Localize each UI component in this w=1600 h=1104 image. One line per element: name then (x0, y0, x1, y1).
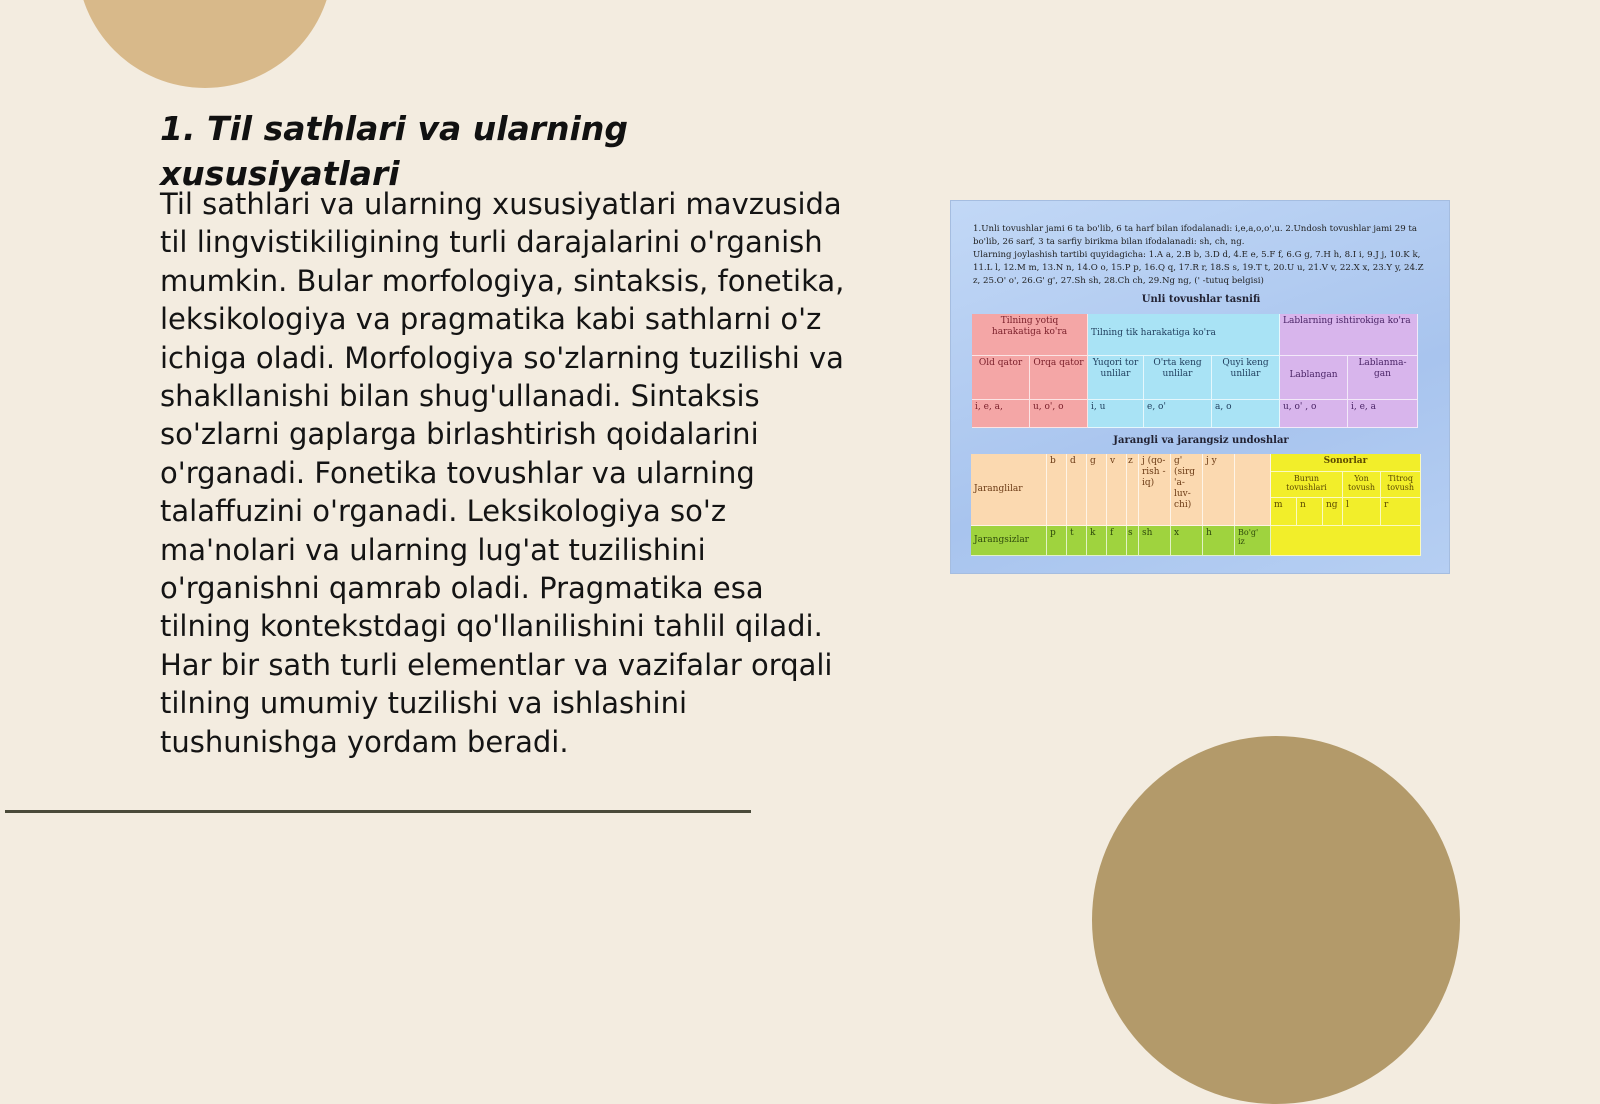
sonor-value: n (1297, 498, 1323, 526)
vowel-table-title: Unli tovushlar tasnifi (1141, 294, 1261, 305)
sonor-subheader: Burun tovushlari (1271, 472, 1343, 498)
voiceless-letter: s (1127, 526, 1139, 556)
vowel-subheader: Quyi keng unlilar (1212, 356, 1280, 400)
voiced-letter: d (1067, 454, 1087, 526)
voiced-letter: g (1087, 454, 1107, 526)
voiced-letter: j y (1203, 454, 1235, 526)
table-note: 1.Unli tovushlar jami 6 ta bo'lib, 6 ta harf bilan ifodalanadi: i,e,a,o,o',u. 2.Undosh tovushlar jami 29 ta bo'lib, 26 sarf, 3 ta sarfiy birikma bilan ifodalanadi: sh, ch, ng. (973, 224, 1418, 247)
voiceless-label: Jarangsizlar (971, 526, 1047, 556)
vowel-group-header: Lablarning ishtirokiga ko'ra (1280, 314, 1418, 356)
vowel-value: u, o' , o (1280, 400, 1348, 428)
voiceless-letter: sh (1139, 526, 1171, 556)
vowel-subheader: Orqa qator (1030, 356, 1088, 400)
vowel-group-header: Tilning tik harakatiga ko'ra (1088, 314, 1280, 356)
decorative-circle-bottom (1092, 736, 1460, 1104)
voiceless-letter: f (1107, 526, 1127, 556)
vowel-value: a, o (1212, 400, 1280, 428)
vowel-value: i, e, a, (972, 400, 1030, 428)
vowel-value: e, o' (1144, 400, 1212, 428)
table-note: Ularning joylashish tartibi quyidagicha: 1.A a, 2.B b, 3.D d, 4.E e, 5.F f, 6.G g, 7.H h, 8.I i, 9.J j, 10.K k, 11.L l, 12.M m, 13.N n, 14.O o, 15.P p, 16.Q q, 17.R r, 18.S s, 19.T t, 20.U u, 21.V v, 22.X x, 23.Y y, 24.Z z, 25.O' o', 26.G' g', 27.Sh sh, 28.Ch ch, 29.Ng ng, (' -tutuq belgisi) (973, 250, 1424, 286)
consonant-table-title: Jarangli va jarangsiz undoshlar (1113, 435, 1289, 446)
voiced-label: Jaranglilar (971, 454, 1047, 526)
slide-body-text: Til sathlari va ularning xususiyatlari mavzusida til lingvistikiligining turli darajalarini o'rganish mumkin. Bular morfologiya, sintaksis, fonetika, leksikologiya va pragmatika kabi sathlarni o'z ichiga oladi. Morfologiya so'zlarning tuzilishi va shakllanishi bilan shug'ullanadi. Sintaksis so'zlarni gaplarga birlashtirish qoidalarini o'rganadi. Fonetika tovushlar va ularning talaffuzini o'rganadi. Leksikologiya so'z ma'nolari va ularning lug'at tuzilishini o'rganishni qamrab oladi. Pragmatika esa tilning kontekstdagi qo'llanilishini tahlil qiladi. Har bir sath turli elementlar va vazifalar orqali tilning umumiy tuzilishi va ishlashini tushunishga yordam beradi. (160, 187, 845, 759)
sonor-value: ng (1323, 498, 1343, 526)
divider-line (5, 810, 751, 813)
vowel-group-header: Tilning yotiq harakatiga ko'ra (972, 314, 1088, 356)
slide-title: 1. Til sathlari va ularning xususiyatlari (160, 109, 628, 193)
voiceless-letter: k (1087, 526, 1107, 556)
voiced-letter: v (1107, 454, 1127, 526)
vowel-subheader: Old qator (972, 356, 1030, 400)
voiceless-letter: x (1171, 526, 1203, 556)
sonor-bottom-fill (1271, 526, 1421, 556)
vowel-subheader: O'rta keng unlilar (1144, 356, 1212, 400)
sonor-value: l (1343, 498, 1381, 526)
sonor-value: r (1381, 498, 1421, 526)
voiced-letter-empty (1235, 454, 1271, 526)
vowel-subheader: Lablanma-gan (1348, 356, 1418, 400)
voiceless-letter: t (1067, 526, 1087, 556)
voiced-letter: g' (sirg 'a-luv-chi) (1171, 454, 1203, 526)
vowel-subheader: Lablangan (1280, 356, 1348, 400)
vowel-value: u, o', o (1030, 400, 1088, 428)
voiced-letter: b (1047, 454, 1067, 526)
sonor-subheader: Yon tovush (1343, 472, 1381, 498)
voiceless-letter: p (1047, 526, 1067, 556)
voiced-letter: z (1127, 454, 1139, 526)
sonor-title: Sonorlar (1271, 454, 1421, 472)
table-notes (973, 223, 1433, 288)
vowel-subheader: Yuqori tor unlilar (1088, 356, 1144, 400)
phonetics-table-image (950, 200, 1450, 574)
voiceless-letter: h (1203, 526, 1235, 556)
decorative-circle-top (77, 0, 333, 88)
sonor-value: m (1271, 498, 1297, 526)
voiced-letter: j (qo-rish -iq) (1139, 454, 1171, 526)
vowel-value: i, e, a (1348, 400, 1418, 428)
voiceless-letter: Bo'g' iz (1235, 526, 1271, 556)
vowel-value: i, u (1088, 400, 1144, 428)
sonor-subheader: Titroq tovush (1381, 472, 1421, 498)
